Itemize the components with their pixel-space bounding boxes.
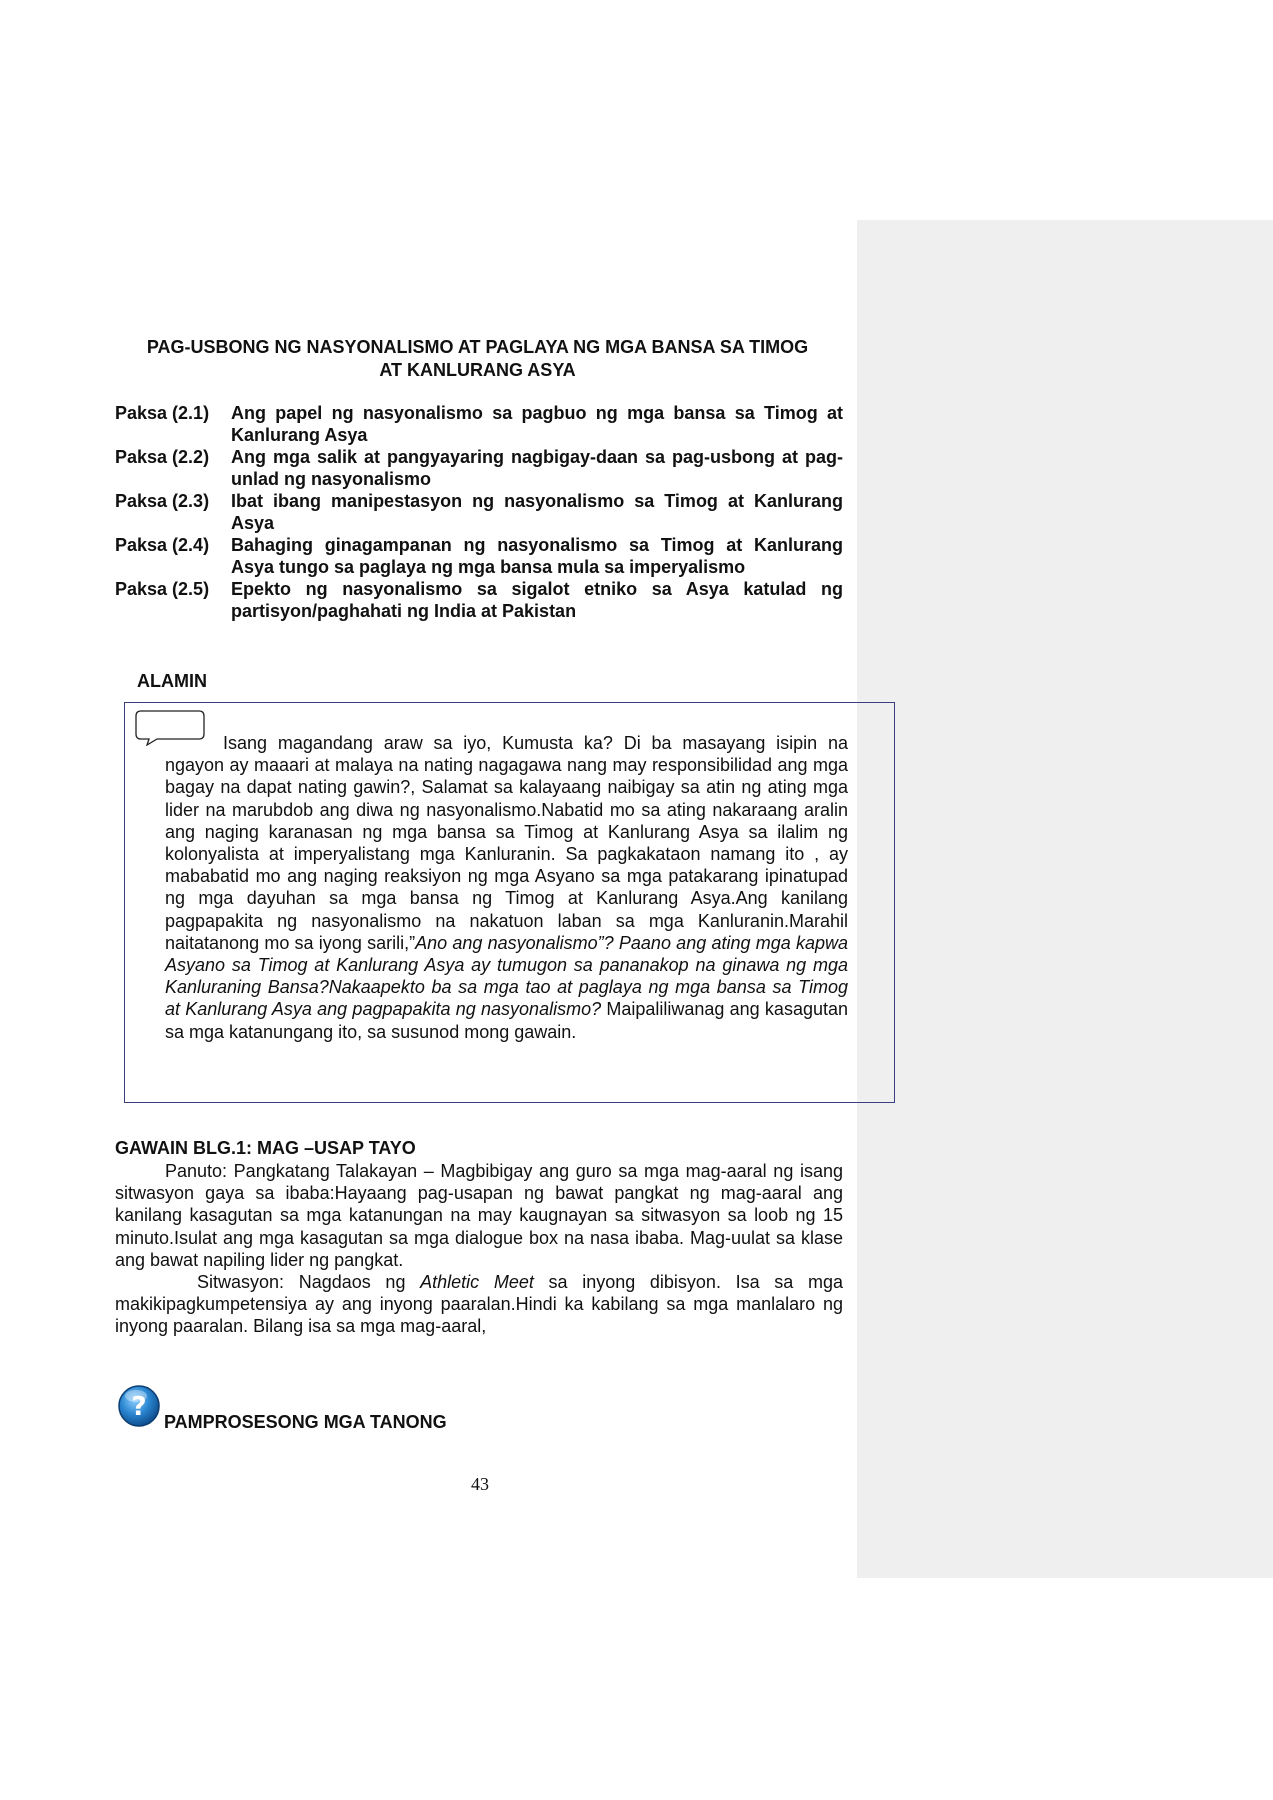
- page-title: [115, 336, 840, 382]
- topic-item: [115, 402, 843, 446]
- alamin-questions-text: Ano ang nasyonalismo”? Paano ang ating mga kapwa Asyano sa Timog at Kanlurang Asya ay tumugon sa pananakop na ginawa ng mga Kanluraning Bansa?Nakaapekto ba sa mga tao at paglaya ng mga bansa sa Timog at Kanlurang Asya ang pagpapakita ng nasyonalismo?: [165, 932, 848, 1020]
- question-mark-icon: [117, 1384, 161, 1428]
- alamin-heading: ALAMIN: [137, 671, 207, 691]
- alamin-intro-text: Isang magandang araw sa iyo, Kumusta ka? Di ba masayang isipin na ngayon ay maaari at malaya na nating nagagawa nang may responsibilidad ang mga bagay na dapat nating gawin?, Salamat sa kalayaang naibigay sa atin ng ating mga lider na marubdob ang diwa ng nasyonalismo.Nabatid mo sa ating nakaraang aralin ang naging karanasan ng mga bansa sa Timog at Kanlurang Asya sa ilalim ng kolonyalista at imperyalistang mga Kanluranin. Sa pagkakataon namang ito , ay mababatid mo ang naging reaksiyon ng mga Asyano sa mga patakarang ipinatupad ng mga dayuhan sa mga bansa ng Timog at Kanlurang Asya.Ang kanilang pagpapakita ng nasyonalismo na nakatuon laban sa mga Kanluranin.Marahil naitatanong mo sa iyong sarili,”: [165, 733, 848, 953]
- topic-item: [115, 534, 843, 578]
- alamin-paragraph: [165, 732, 848, 1043]
- topic-text: Bahaging ginagampanan ng nasyonalismo sa Timog at Kanlurang Asya tungo sa paglaya ng mga bansa mula sa imperyalismo: [231, 535, 843, 577]
- topic-item: [115, 578, 843, 622]
- panuto-paragraph: Panuto: Pangkatang Talakayan – Magbibigay ang guro sa mga mag-aaral ng isang sitwasyon gaya sa ibaba:Hayaang pag-usapan ng bawat pangkat ng mag-aaral ang kanilang kasagutan sa mga katanungan na may kaugnayan sa sitwasyon sa loob ng 15 minuto.Isulat ang mga kasagutan sa mga dialogue box na nasa ibaba. Mag-uulat sa klase ang bawat napiling lider ng pangkat.: [115, 1161, 843, 1270]
- page-number: 43: [471, 1474, 489, 1494]
- title-line-2: AT KANLURANG ASYA: [379, 360, 576, 380]
- comment-pane: [857, 220, 1273, 1578]
- gawain-heading: GAWAIN BLG.1: MAG –USAP TAYO: [115, 1138, 416, 1158]
- svg-text:?: ?: [131, 1392, 147, 1422]
- topic-label: Paksa (2.1): [115, 403, 210, 423]
- pamproseso-heading: PAMPROSESONG MGA TANONG: [164, 1412, 447, 1432]
- topic-text: Ibat ibang manipestasyon ng nasyonalismo sa Timog at Kanlurang Asya: [231, 491, 843, 533]
- sitwasyon-text-a: Sitwasyon: Nagdaos ng: [197, 1272, 421, 1293]
- sitwasyon-paragraph: [115, 1271, 843, 1338]
- alamin-closing-text: Maipaliliwanag ang kasagutan sa mga katanungang ito, sa susunod mong gawain.: [165, 999, 849, 1042]
- topic-item: [115, 446, 843, 490]
- topics-list: [115, 402, 843, 622]
- sitwasyon-italic: Athletic Meet: [420, 1272, 534, 1293]
- topic-text: Epekto ng nasyonalismo sa sigalot etniko sa Asya katulad ng partisyon/paghahati ng India at Pakistan: [231, 579, 843, 621]
- topic-label: Paksa (2.4): [115, 535, 210, 555]
- topic-label: Paksa (2.5): [115, 579, 210, 599]
- topic-item: [115, 490, 843, 534]
- topic-text: Ang papel ng nasyonalismo sa pagbuo ng mga bansa sa Timog at Kanlurang Asya: [231, 403, 843, 445]
- gawain-body: [115, 1160, 843, 1338]
- title-line-1: PAG-USBONG NG NASYONALISMO AT PAGLAYA NG MGA BANSA SA TIMOG: [146, 337, 809, 357]
- topic-text: Ang mga salik at pangyayaring nagbigay-daan sa pag-usbong at pag-unlad ng nasyonalismo: [231, 447, 843, 489]
- alamin-text-block: [165, 732, 848, 1043]
- topic-label: Paksa (2.2): [115, 447, 210, 467]
- topic-label: Paksa (2.3): [115, 491, 210, 511]
- sitwasyon-text-b: sa inyong dibisyon. Isa sa mga makikipagkumpetensiya ay ang inyong paaralan.Hindi ka kabilang sa mga manlalaro ng inyong paaralan. Bilang isa sa mga mag-aaral,: [115, 1272, 843, 1337]
